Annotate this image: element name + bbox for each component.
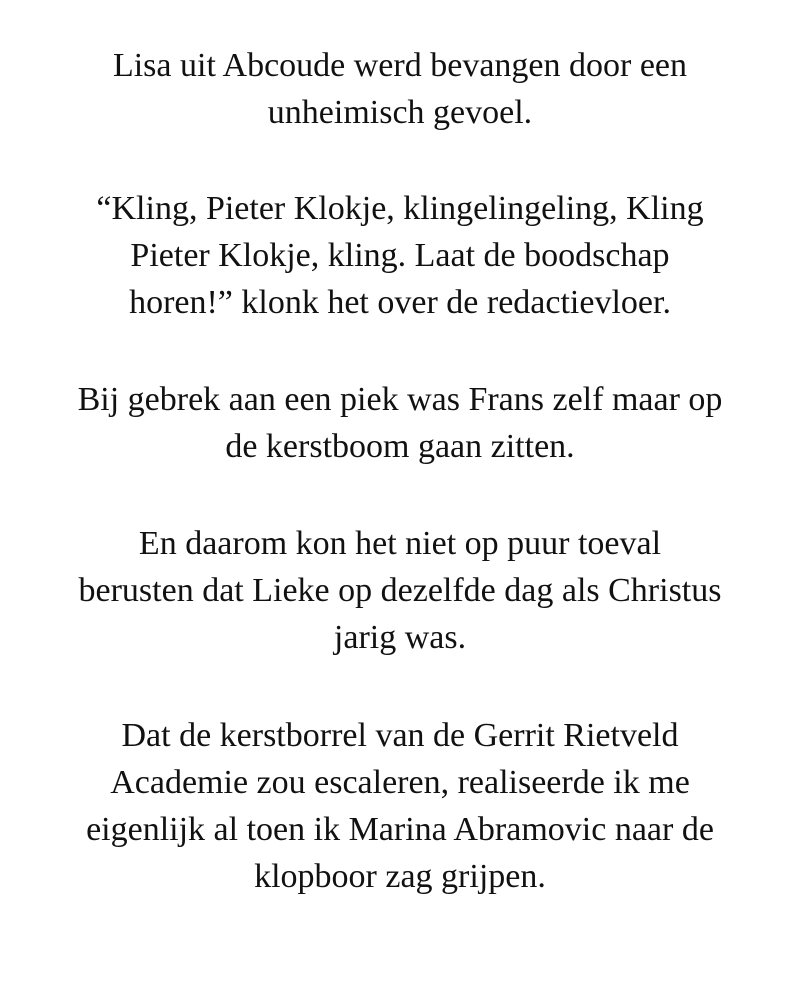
text-line: Dat de kerstborrel van de Gerrit Rietveld — [121, 717, 679, 754]
text-line: horen!” klonk het over de redactievloer. — [129, 284, 671, 321]
text-line: En daarom kon het niet op puur toeval — [138, 525, 662, 562]
text-line: berusten dat Lieke op dezelfde dag als Christus — [78, 572, 722, 609]
text-line: jarig was. — [333, 619, 467, 656]
text-line: klopboor zag grijpen. — [254, 858, 546, 895]
text-line: “Kling, Pieter Klokje, klingelingeling, Kling — [96, 190, 704, 227]
paragraph-lieke — [40, 520, 760, 661]
text-line: unheimisch gevoel. — [267, 94, 533, 131]
text-line: Academie zou escaleren, realiseerde ik me — [110, 764, 690, 801]
paragraph-kerstborrel — [40, 712, 760, 900]
paragraph-pieter-klokje — [40, 185, 760, 326]
paragraph-lisa — [40, 42, 760, 136]
text-line: de kerstboom gaan zitten. — [225, 428, 575, 465]
text-line: Pieter Klokje, kling. Laat de boodschap — [130, 237, 670, 274]
text-line: eigenlijk al toen ik Marina Abramovic naar de — [86, 811, 714, 848]
text-line: Lisa uit Abcoude werd bevangen door een — [112, 47, 688, 84]
paragraph-frans — [40, 376, 760, 470]
text-line: Bij gebrek aan een piek was Frans zelf maar op — [77, 381, 723, 418]
